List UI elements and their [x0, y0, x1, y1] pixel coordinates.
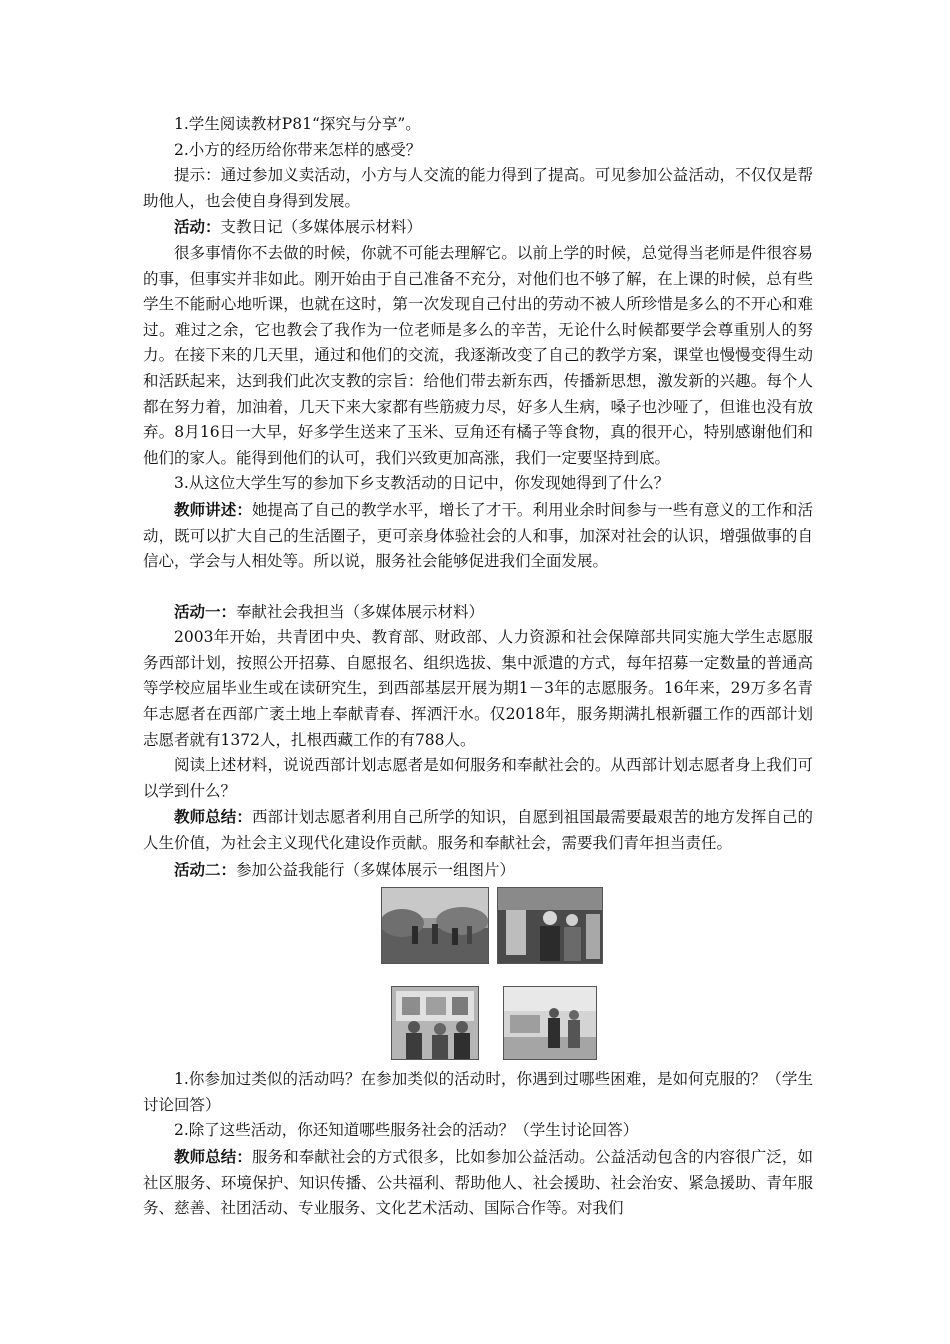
paragraph-text: 奉献社会我担当（多媒体展示材料）: [236, 602, 485, 621]
paragraph-label: 活动：: [174, 217, 221, 237]
paragraph: [143, 857, 813, 884]
paragraph-label: 教师总结：: [174, 1147, 252, 1166]
photo-train-volunteers: [497, 887, 603, 964]
paragraph: 1.你参加过类似的活动吗？在参加类似的活动时，你遇到过哪些困难，是如何克服的？（学生讨论回答）: [143, 1070, 813, 1114]
paragraph-text: 她提高了自己的教学水平，增长了才干。利用业余时间参与一些有意义的工作和活动，既可以扩大自己的生活圈子，更可亲身体验社会的人和事，加深对社会的认识，增强做事的自信心，学会与人相处等。所以说，服务社会能够促进我们全面发展。: [143, 500, 813, 571]
photo-group: [143, 885, 813, 1063]
paragraph: 3.从这位大学生写的参加下乡支教活动的日记中，你发现她得到了什么？: [174, 474, 670, 493]
photo-home-visit: [503, 986, 597, 1060]
photo-street-cleaning: [381, 887, 489, 964]
paragraph: [143, 804, 813, 856]
paragraph-text: 支教日记（多媒体展示材料）: [220, 218, 423, 237]
paragraph-label: 教师讲述：: [174, 499, 252, 519]
paragraph: 提示：通过参加义卖活动，小方与人交流的能力得到了提高。可见参加公益活动，不仅仅是帮助他人，也会使自身得到发展。: [143, 166, 813, 210]
paragraph-text: 参加公益我能行（多媒体展示一组图片）: [236, 860, 516, 879]
paragraph-text: 服务和奉献社会的方式很多，比如参加公益活动。公益活动包含的内容很广泛，如社区服务、环境保护、知识传播、公共福利、帮助他人、社会援助、社会治安、紧急援助、青年服务、慈善、社团活动、专业服务、文化艺术活动、国际合作等。对我们: [143, 1148, 813, 1218]
paragraph: [143, 497, 813, 575]
paragraph: 2.小方的经历给你带来怎样的感受？: [174, 140, 422, 159]
paragraph: 2.除了这些活动，你还知道哪些服务社会的活动？（学生讨论回答）: [174, 1121, 639, 1140]
paragraph: 很多事情你不去做的时候，你就不可能去理解它。以前上学的时候，总觉得当老师是件很容易的事，但事实并非如此。刚开始由于自己准备不充分，对他们也不够了解，在上课的时候，总有些学生不能耐心地听课，也就在这时，第一次发现自己付出的劳动不被人所珍惜是多么的不开心和难过。难过之余，它也教会了我作为一位老师是多么的辛苦，无论什么时候都要学会尊重别人的努力。在接下来的几天里，通过和他们的交流，我逐渐改变了自己的教学方案，课堂也慢慢变得生动和活跃起来，达到我们此次支教的宗旨：给他们带去新东西，传播新思想，激发新的兴趣。每个人都在努力着，加油着，几天下来大家都有些筋疲力尽，好多人生病，嗓子也沙哑了，但谁也没有放弃。8月16日一大早，好多学生送来了玉米、豆角还有橘子等食物，真的很开心，特别感谢他们和他们的家人。能得到他们的认可，我们兴致更加高涨，我们一定要坚持到底。: [143, 243, 813, 467]
paragraph: [143, 214, 813, 241]
photo-community-board: [391, 986, 479, 1060]
paragraph-text: 西部计划志愿者利用自己所学的知识，自愿到祖国最需要最艰苦的地方发挥自己的人生价值，为社会主义现代化建设作贡献。服务和奉献社会，需要我们青年担当责任。: [143, 808, 813, 853]
paragraph: [143, 1144, 813, 1222]
paragraph: 2003年开始，共青团中央、教育部、财政部、人力资源和社会保障部共同实施大学生志愿服务西部计划，按照公开招募、自愿报名、组织选拔、集中派遣的方式，每年招募一定数量的普通高等学校应届毕业生或在读研究生，到西部基层开展为期1－3年的志愿服务。16年来，29万多名青年志愿者在西部广袤土地上奉献青春、挥洒汗水。仅2018年，服务期满扎根新疆工作的西部计划志愿者就有1372人，扎根西藏工作的有788人。: [143, 628, 813, 749]
spacer: [143, 575, 813, 599]
paragraph-label: 活动一：: [174, 601, 237, 621]
paragraph: [143, 599, 813, 626]
document-page: [143, 112, 813, 1222]
paragraph: 阅读上述材料，说说西部计划志愿者是如何服务和奉献社会的。从西部计划志愿者身上我们可以学到什么？: [143, 756, 813, 800]
paragraph-label: 活动二：: [174, 859, 237, 879]
paragraph-label: 教师总结：: [174, 807, 252, 827]
paragraph: 1.学生阅读教材P81“探究与分享”。: [174, 115, 421, 133]
